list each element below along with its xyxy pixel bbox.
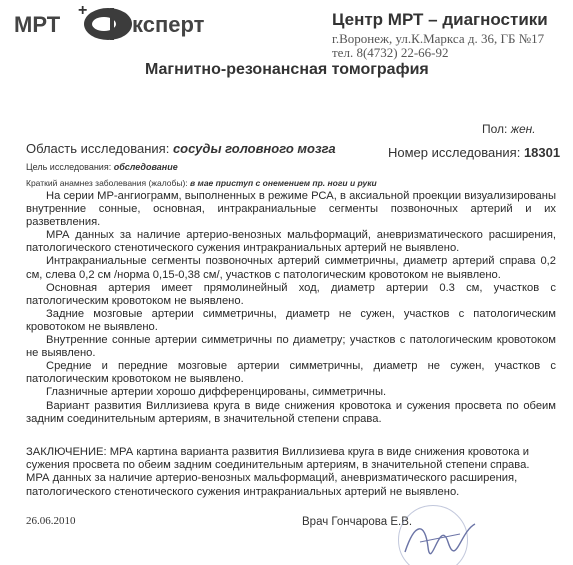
findings-paragraph: Основная артерия имеет прямолинейный ход, диаметр артерии 0.3 см, участков с патологическим кровотоком не выявлено. xyxy=(26,281,556,307)
conclusion xyxy=(26,446,556,499)
report-date: 26.06.2010 xyxy=(26,515,76,527)
findings-paragraph: МРА данных за наличие артерио-венозных мальформаций, аневризматического расширения, патологического стенотического сужения интракраниальных артерий не выявлено. xyxy=(26,229,556,255)
findings-paragraph: На серии МР-ангиограмм, выполненных в режиме РСА, в аксиальной проекции визуализированы внутренние сонные, основная, интракраниальные сегменты позвоночных артерий и их разветвления. xyxy=(26,190,556,229)
anamnesis-field xyxy=(26,178,377,188)
anamnesis-label: Краткий анамнез заболевания (жалобы): xyxy=(26,178,188,188)
logo-mrt-text: МРТ xyxy=(14,12,61,37)
signature-icon xyxy=(400,512,480,562)
conclusion-label: ЗАКЛЮЧЕНИЕ: xyxy=(26,446,107,458)
sex-field xyxy=(482,122,536,136)
logo-e-icon xyxy=(84,8,132,40)
study-number-label: Номер исследования: xyxy=(388,145,521,160)
study-number-value: 18301 xyxy=(523,145,561,160)
sex-value: жен. xyxy=(510,122,536,136)
logo-plus-icon: + xyxy=(78,2,88,19)
goal-field xyxy=(26,162,178,172)
findings-paragraph: Вариант развития Виллизиева круга в виде снижения кровотока и сужения просвета по обеим задним соединительным артериям, в значительной степени справа. xyxy=(26,399,556,425)
doctor-name: Врач Гончарова Е.В. xyxy=(302,516,413,528)
sex-label: Пол: xyxy=(482,122,508,136)
findings xyxy=(26,190,556,426)
findings-paragraph: Интракраниальные сегменты позвоночных артерий симметричны, диаметр артерий справа 0,2 см, слева 0,2 см /норма 0,15-0,38 см/, участков с патологическим кровотоком не выявлено. xyxy=(26,255,556,281)
goal-value: обследование xyxy=(113,162,178,172)
area-label: Область исследования: xyxy=(26,141,170,156)
study-number-field xyxy=(388,145,560,160)
findings-paragraph: Внутренние сонные артерии симметричны по диаметру; участков с патологическим кровотоком не выявлено. xyxy=(26,334,556,360)
conclusion-text-2: МРА данных за наличие артерио-венозных мальформаций, аневризматического расширения, патологического стенотического сужения интракраниальных артерий не выявлено. xyxy=(26,472,518,498)
center-title: Центр МРТ – диагностики xyxy=(332,10,548,29)
phone: тел. 8(4732) 22-66-92 xyxy=(332,45,449,60)
logo xyxy=(10,4,230,44)
findings-paragraph: Задние мозговые артерии симметричны, диаметр не сужен, участков с патологическим кровотоком не выявлено. xyxy=(26,307,556,333)
anamnesis-value: в мае приступ с онемением пр. ноги и руки xyxy=(190,178,377,188)
area-value: сосуды головного мозга xyxy=(172,141,336,156)
address: г.Воронеж, ул.К.Маркса д. 36, ГБ №17 xyxy=(332,31,545,46)
findings-paragraph: Средние и передние мозговые артерии симметричны, диаметр не сужен, участков с патологическим кровотоком не выявлено. xyxy=(26,360,556,386)
conclusion-line xyxy=(26,446,556,472)
logo-ekspert-text: ксперт xyxy=(132,12,205,37)
findings-paragraph: Глазничные артерии хорошо дифференцированы, симметричны. xyxy=(46,386,387,399)
area-field xyxy=(26,141,336,156)
page-title: Магнитно-резонансная томография xyxy=(145,61,429,78)
goal-label: Цель исследования: xyxy=(26,162,112,172)
conclusion-text: МРА картина варианта развития Виллизиева круга в виде снижения кровотока и сужения просвета по обеим задним соединительным артериям, в значительной степени справа. xyxy=(26,446,530,472)
